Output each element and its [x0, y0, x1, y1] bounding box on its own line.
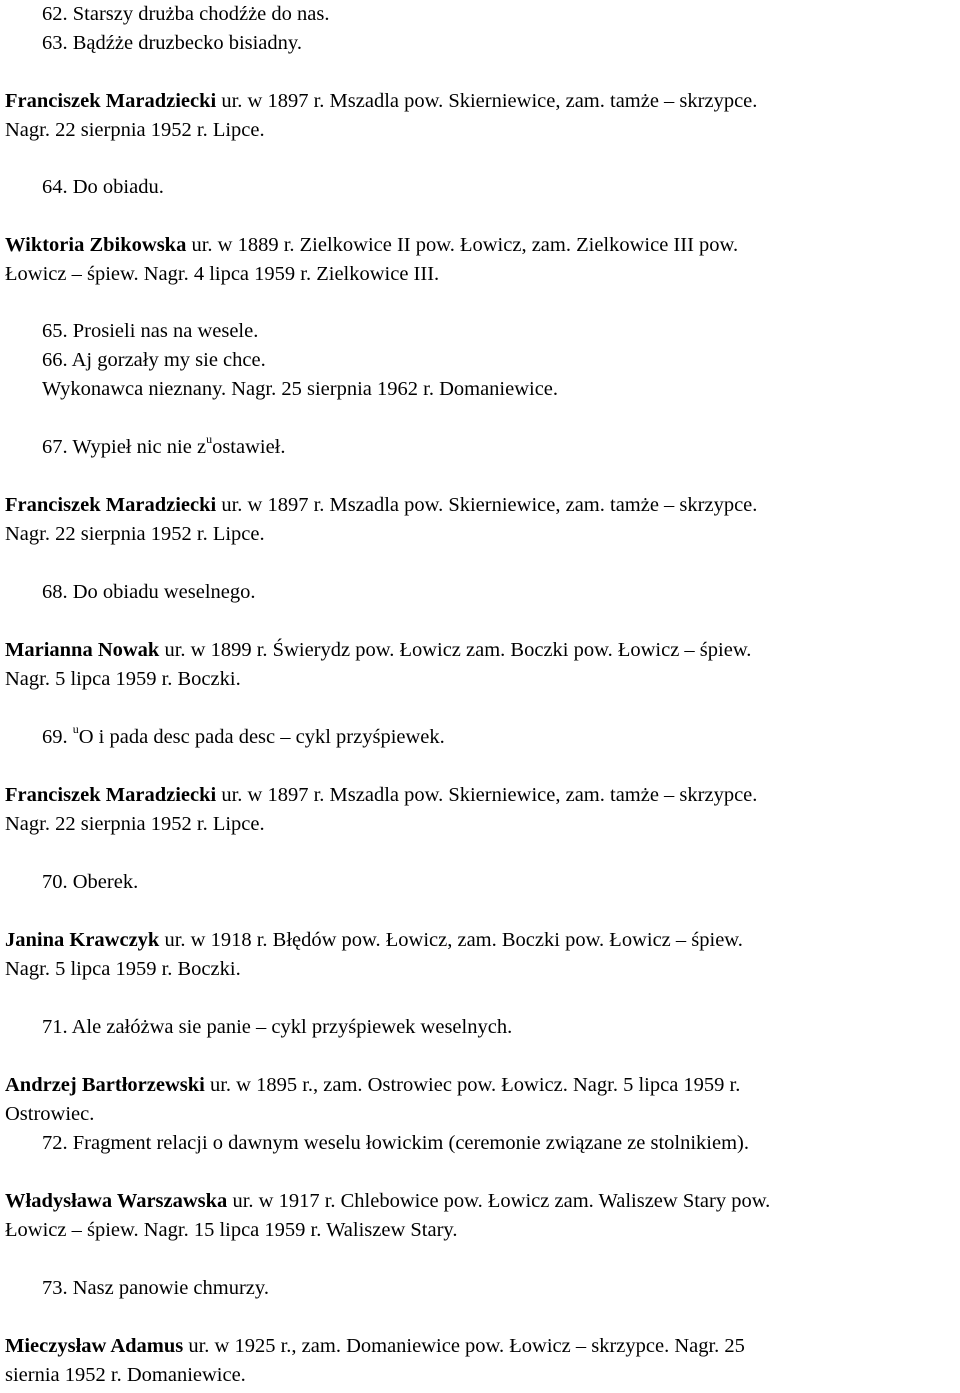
performer-name: Mieczysław Adamus: [5, 1335, 184, 1357]
performer-entry: [5, 1189, 770, 1213]
song-title-68: 68. Do obiadu weselnego.: [42, 581, 256, 603]
song-title-70: 70. Oberek.: [42, 871, 139, 893]
recording-info: Wykonawca nieznany. Nagr. 25 sierpnia 1962 r. Domaniewice.: [42, 378, 559, 400]
recording-info: Ostrowiec.: [5, 1103, 95, 1125]
performer-name: Andrzej Bartłorzewski: [5, 1074, 205, 1096]
recording-info: Nagr. 5 lipca 1959 r. Boczki.: [5, 958, 241, 980]
recording-info: Nagr. 22 sierpnia 1952 r. Lipce.: [5, 523, 265, 545]
song-title-62: 62. Starszy drużba chodźże do nas.: [42, 3, 330, 25]
song-title-67: 67. Wypieł nic nie $z^uostawieł$.: [42, 432, 286, 458]
performer-name: Marianna Nowak: [5, 639, 160, 661]
recording-info: Nagr. 22 sierpnia 1952 r. Lipce.: [5, 813, 265, 835]
song-title-65: 65. Prosieli nas na wesele.: [42, 320, 259, 342]
song-title-66: 66. Aj gorzały my sie chce.: [42, 349, 266, 371]
performer-name: Wiktoria Zbikowska: [5, 234, 187, 256]
performer-entry: [5, 89, 757, 113]
performer-details: ur. w 1889 r. Zielkowice II pow. Łowicz, zam. Zielkowice III pow.: [186, 234, 739, 256]
song-title-64: 64. Do obiadu.: [42, 176, 164, 198]
performer-details: ur. w 1918 r. Błędów pow. Łowicz, zam. Boczki pow. Łowicz – śpiew.: [159, 929, 743, 951]
performer-entry: [5, 783, 757, 807]
performer-details: ur. w 1925 r., zam. Domaniewice pow. Łowicz – skrzypce. Nagr. 25: [183, 1335, 745, 1357]
performer-name: Franciszek Maradziecki: [5, 90, 217, 112]
performer-name: Władysława Warszawska: [5, 1190, 228, 1212]
superscript-u: u: [206, 432, 213, 447]
performer-name: Franciszek Maradziecki: [5, 494, 217, 516]
performer-details: ur. w 1897 r. Mszadla pow. Skierniewice, zam. tamże – skrzypce.: [216, 494, 758, 516]
performer-entry: [5, 1073, 740, 1097]
recording-info: Łowicz – śpiew. Nagr. 4 lipca 1959 r. Zielkowice III.: [5, 263, 440, 285]
recording-info: Nagr. 5 lipca 1959 r. Boczki.: [5, 668, 241, 690]
song-title-73: 73. Nasz panowie chmurzy.: [42, 1277, 269, 1299]
song-title-71: 71. Ale załóżwa sie panie – cykl przyśpiewek weselnych.: [42, 1016, 513, 1038]
performer-entry: [5, 493, 757, 517]
performer-details: ur. w 1897 r. Mszadla pow. Skierniewice, zam. tamże – skrzypce.: [216, 784, 758, 806]
song-title-72: 72. Fragment relacji o dawnym weselu łowickim (ceremonie związane ze stolnikiem).: [42, 1132, 749, 1154]
song-title-69: 69. $^u$O i pada desc pada desc – cykl przyśpiewek.: [42, 722, 445, 748]
performer-details: ur. w 1899 r. Świerydz pow. Łowicz zam. Boczki pow. Łowicz – śpiew.: [159, 639, 752, 661]
recording-info: Nagr. 22 sierpnia 1952 r. Lipce.: [5, 119, 265, 141]
performer-details: ur. w 1895 r., zam. Ostrowiec pow. Łowicz. Nagr. 5 lipca 1959 r.: [204, 1074, 741, 1096]
recording-info: Łowicz – śpiew. Nagr. 15 lipca 1959 r. Waliszew Stary.: [5, 1219, 458, 1241]
song-title-63: 63. Bądźże druzbecko bisiadny.: [42, 32, 302, 54]
performer-entry: [5, 638, 751, 662]
recording-info: siernia 1952 r. Domaniewice.: [5, 1364, 246, 1386]
performer-entry: [5, 1334, 745, 1358]
performer-name: Janina Krawczyk: [5, 929, 160, 951]
performer-name: Franciszek Maradziecki: [5, 784, 217, 806]
superscript-u: u: [72, 722, 79, 737]
performer-entry: [5, 233, 738, 257]
performer-details: ur. w 1917 r. Chlebowice pow. Łowicz zam. Waliszew Stary pow.: [227, 1190, 771, 1212]
performer-details: ur. w 1897 r. Mszadla pow. Skierniewice, zam. tamże – skrzypce.: [216, 90, 758, 112]
performer-entry: [5, 928, 743, 952]
